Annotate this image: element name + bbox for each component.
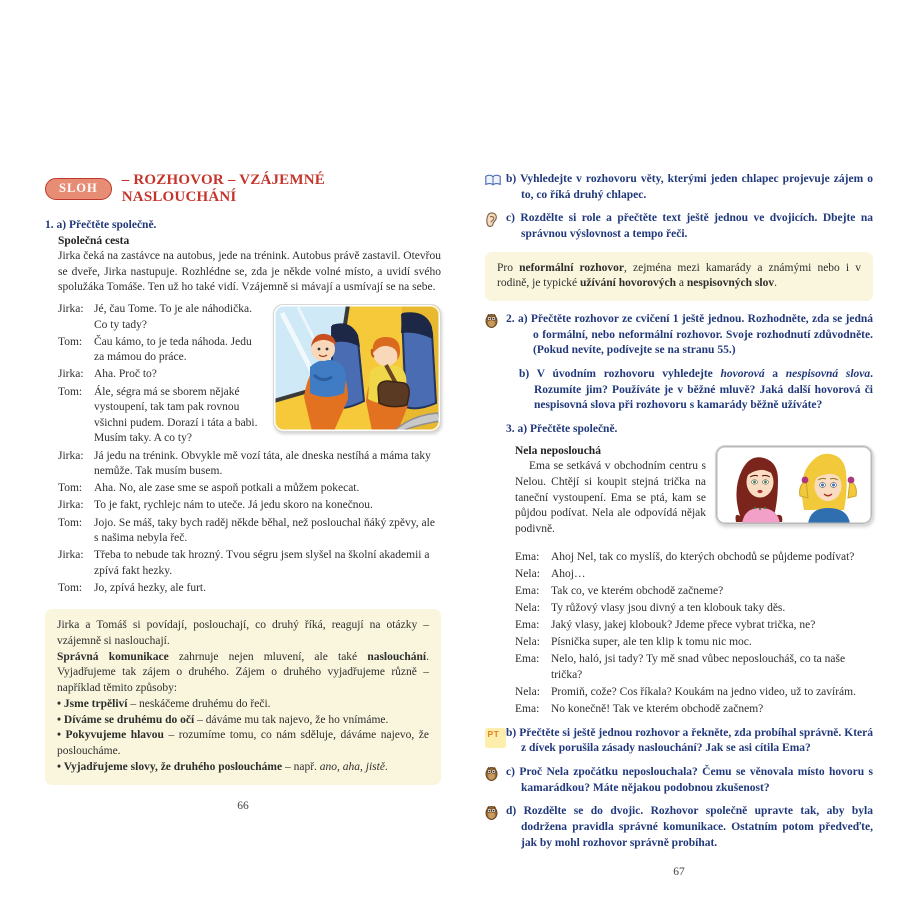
utterance: Ty růžový vlasy jsou divný a ten klobouk taky děs.	[551, 601, 786, 614]
utterance: Ále, ségra má se sborem nějaké vystoupení, tak tam pak rovnou všichni pudem. Dorazí i táta a babi. Musím taky. A co ty?	[94, 385, 258, 445]
speaker: Nela:	[515, 636, 540, 649]
speaker: Jirka:	[58, 549, 84, 562]
list-item: • Pokyvujeme hlavou – rozumíme tomu, co nám sděluje, dáváme najevo, že posloucháme.	[57, 729, 429, 758]
list-item: • Vyjadřujeme slovy, že druhého posloucháme – např. ano, aha, jistě.	[57, 760, 388, 773]
speaker: Jirka:	[58, 449, 84, 462]
speaker: Tom:	[58, 482, 83, 495]
story-1-title: Společná cesta	[58, 235, 130, 247]
exercise-3a-text: 3. a) Přečtěte společně.	[506, 422, 618, 435]
utterance: Promiň, cože? Cos říkala? Koukám na jedno video, už to zavírám.	[551, 686, 856, 698]
dialogue-line	[58, 498, 441, 514]
speaker: Tom:	[58, 335, 83, 348]
listening-rules-list	[57, 697, 429, 776]
dialogue-line	[58, 581, 441, 597]
chapter-title: – ROZHOVOR – VZÁJEMNÉ NASLOUCHÁNÍ	[121, 172, 325, 205]
exercise-2a-text: 2. a) Přečtěte rozhovor ze cvičení 1 ještě jednou. Rozhodněte, zda se jedná o formální, nebo neformální rozhovor. Svoje rozhodnutí zdůvodněte. (Pokud nevíte, podívejte se na stranu 55.)	[506, 313, 873, 357]
speaker: Jirka:	[58, 368, 84, 381]
page-number-right: 67	[673, 866, 685, 879]
utterance: Čau kámo, to je teda náhoda. Jedu za mámou do práce.	[94, 335, 252, 364]
story-1	[58, 235, 441, 598]
utterance: Jé, čau Tome. To je ale náhodička. Co ty tady?	[94, 302, 252, 331]
exercise-2b-text: b) V úvodním rozhovoru vyhledejte hovorová a nespisovná slova. Rozumíte jim? Používáte je v běžné mluvě? Jaká další hovorová či nespisovná slova při rozhovoru s kamarády běžně užíváte?	[519, 367, 874, 412]
ear-icon	[485, 212, 501, 227]
two-girls-drawing	[716, 446, 872, 524]
list-item: • Díváme se druhému do očí – dáváme mu tak najevo, že ho vnímáme.	[57, 713, 389, 726]
boys-on-bus-drawing	[274, 305, 440, 431]
exercise-1c-text: c) Rozdělte si role a přečtěte text ještě jednou ve dvojicích. Dbejte na správnou výslovnost a tempo řeči.	[506, 212, 873, 240]
utterance: No konečně! Tak ve kterém obchodě začnem?	[551, 703, 764, 716]
speaker: Jirka:	[58, 302, 84, 315]
owl-icon	[485, 313, 501, 328]
utterance: Ahoj Nel, tak co myslíš, do kterých obchodů se půjdeme podívat?	[551, 550, 855, 563]
dialogue-line	[515, 567, 873, 583]
dialogue-line	[515, 584, 873, 600]
bus-illustration	[273, 304, 441, 432]
dialogue-line	[515, 550, 873, 566]
speaker: Nela:	[515, 601, 540, 614]
speaker: Tom:	[58, 516, 83, 529]
story-2-intro: Ema se setkává v obchodním centru s Nelou. Chtějí si koupit stejná trička na taneční vystoupení. Ema se ptá, kam se půjdou podívat. Nela ale odpovídá nějak podivně.	[515, 460, 706, 535]
informal-dialogue-infobox	[485, 252, 873, 302]
speaker: Ema:	[515, 703, 540, 716]
utterance: Aha. Proč to?	[94, 368, 157, 381]
exercise-2a	[485, 312, 873, 359]
two-page-spread	[45, 172, 873, 878]
story-2	[515, 445, 873, 543]
exercise-1c	[485, 211, 873, 242]
exercise-3c-text: c) Proč Nela zpočátku neposlouchala? Čemu se věnovala místo hovoru s kamarádkou? Máte nějakou podobnou zkušenost?	[506, 766, 873, 794]
list-item: • Jsme trpěliví – neskáčeme druhému do řeči.	[57, 697, 271, 710]
sloh-badge: SLOH	[45, 178, 112, 200]
utterance: Jo, zpívá hezky, ale furt.	[94, 582, 206, 594]
exercise-2b	[498, 367, 873, 414]
communication-infobox	[45, 609, 441, 785]
utterance: Jaký vlasy, jakej klobouk? Jdeme přece vybrat trička, ne?	[551, 619, 816, 631]
utterance: Nelo, haló, jsi tady? Ty mě snad vůbec neposloucháš, co ta naše trička?	[551, 653, 846, 681]
utterance: Ahoj…	[551, 567, 586, 580]
dialogue-line	[58, 481, 441, 497]
infobox-paragraph: Správná komunikace zahrnuje nejen mluvení, ale také naslouchání. Vyjadřujeme tak zájem o druhého. Zájem o druhého vyjadřujeme různě – například těmito způsoby:	[57, 650, 429, 695]
exercise-3a	[485, 422, 873, 438]
utterance: Jojo. Se máš, taky bych raděj někde běhal, než poslouchal ňáký zpěvy, ale s našima nebyla řeč.	[94, 516, 435, 545]
dialogue-line	[515, 652, 873, 683]
exercise-3b-text: b) Přečtěte si ještě jednou rozhovor a řekněte, zda probíhal správně. Která z dívek porušila zásady naslouchání? Jak se asi cítila Ema?	[506, 726, 873, 755]
story-2-title: Nela neposlouchá	[515, 445, 601, 458]
chapter-header	[45, 172, 441, 206]
dialogue-line	[58, 449, 441, 480]
exercise-3b	[485, 726, 873, 757]
dialogue-line	[58, 548, 441, 579]
dialogue-line	[515, 702, 873, 718]
dialogue-line	[515, 635, 873, 651]
story-1-intro: Jirka čeká na zastávce na autobus, jede na trénink. Autobus právě zastavil. Otevřou se dveře, Jirka nastupuje. Rozhlédne se, zda je někde volné místo, a uvidí svého spolužáka Tomáše. Ten už ho také vidí. Vzájemně si mávají a usmívají se na sebe.	[58, 250, 441, 294]
dialogue-line	[58, 516, 441, 547]
speaker: Nela:	[515, 567, 540, 580]
utterance: Tak co, ve kterém obchodě začneme?	[551, 584, 724, 597]
exercise-1b	[485, 172, 873, 203]
dialogue-line	[515, 601, 873, 617]
exercise-3d-text: d) Rozdělte se do dvojic. Rozhovor společně upravte tak, aby byla dodržena pravidla správné komunikace. Ostatním potom předveďte, jak by mohl rozhovor správně probíhat.	[506, 805, 873, 849]
open-book-icon	[485, 173, 501, 188]
speaker: Ema:	[515, 619, 540, 631]
speaker: Jirka:	[58, 499, 84, 512]
infobox-paragraph: Jirka a Tomáš si povídají, poslouchají, co druhý říká, reagují na otázky – vzájemně si naslouchají.	[57, 619, 429, 647]
infobox-paragraph: Pro neformální rozhovor, zejména mezi kamarády a známými nebo i v rodině, je typické užívání hovorových a nespisovných slov.	[497, 261, 861, 290]
speaker: Nela:	[515, 686, 540, 698]
utterance: Písnička super, ale ten klip k tomu nic moc.	[551, 636, 752, 649]
speaker: Ema:	[515, 550, 540, 563]
page-67	[485, 172, 873, 878]
dialogue-line	[515, 685, 873, 701]
exercise-3c	[485, 765, 873, 796]
speaker: Ema:	[515, 653, 540, 666]
utterance: To je fakt, rychlejc nám to uteče. Já jedu skoro na konečnou.	[94, 499, 373, 512]
dialogue-line	[515, 618, 873, 634]
utterance: Třeba to nebude tak hrozný. Tvou ségru jsem slyšel na školní akademii a zpívá fakt hezky.	[94, 549, 430, 577]
girls-illustration	[715, 445, 873, 525]
dialogue-1	[58, 302, 441, 598]
dialogue-2	[515, 550, 873, 718]
pt-badge: PT	[485, 728, 506, 748]
speaker: Tom:	[58, 385, 83, 398]
utterance: Aha. No, ale zase sme se aspoň potkali a můžem pokecat.	[94, 482, 360, 495]
page-number-left: 66	[237, 799, 249, 812]
speaker: Tom:	[58, 582, 83, 594]
exercise-3d	[485, 804, 873, 851]
owl-icon	[485, 805, 501, 820]
utterance: Já jedu na trénink. Obvykle mě vozí táta, ale dneska nestíhá a máma taky nemůže. Tak musím busem.	[94, 449, 431, 478]
exercise-1a-label: 1. a) Přečtěte společně.	[45, 219, 157, 231]
owl-icon	[485, 766, 501, 781]
speaker: Ema:	[515, 584, 540, 597]
page-66	[45, 172, 441, 878]
exercise-1b-text: b) Vyhledejte v rozhovoru věty, kterými jeden chlapec projevuje zájem o to, co říká druhý chlapec.	[506, 173, 873, 201]
